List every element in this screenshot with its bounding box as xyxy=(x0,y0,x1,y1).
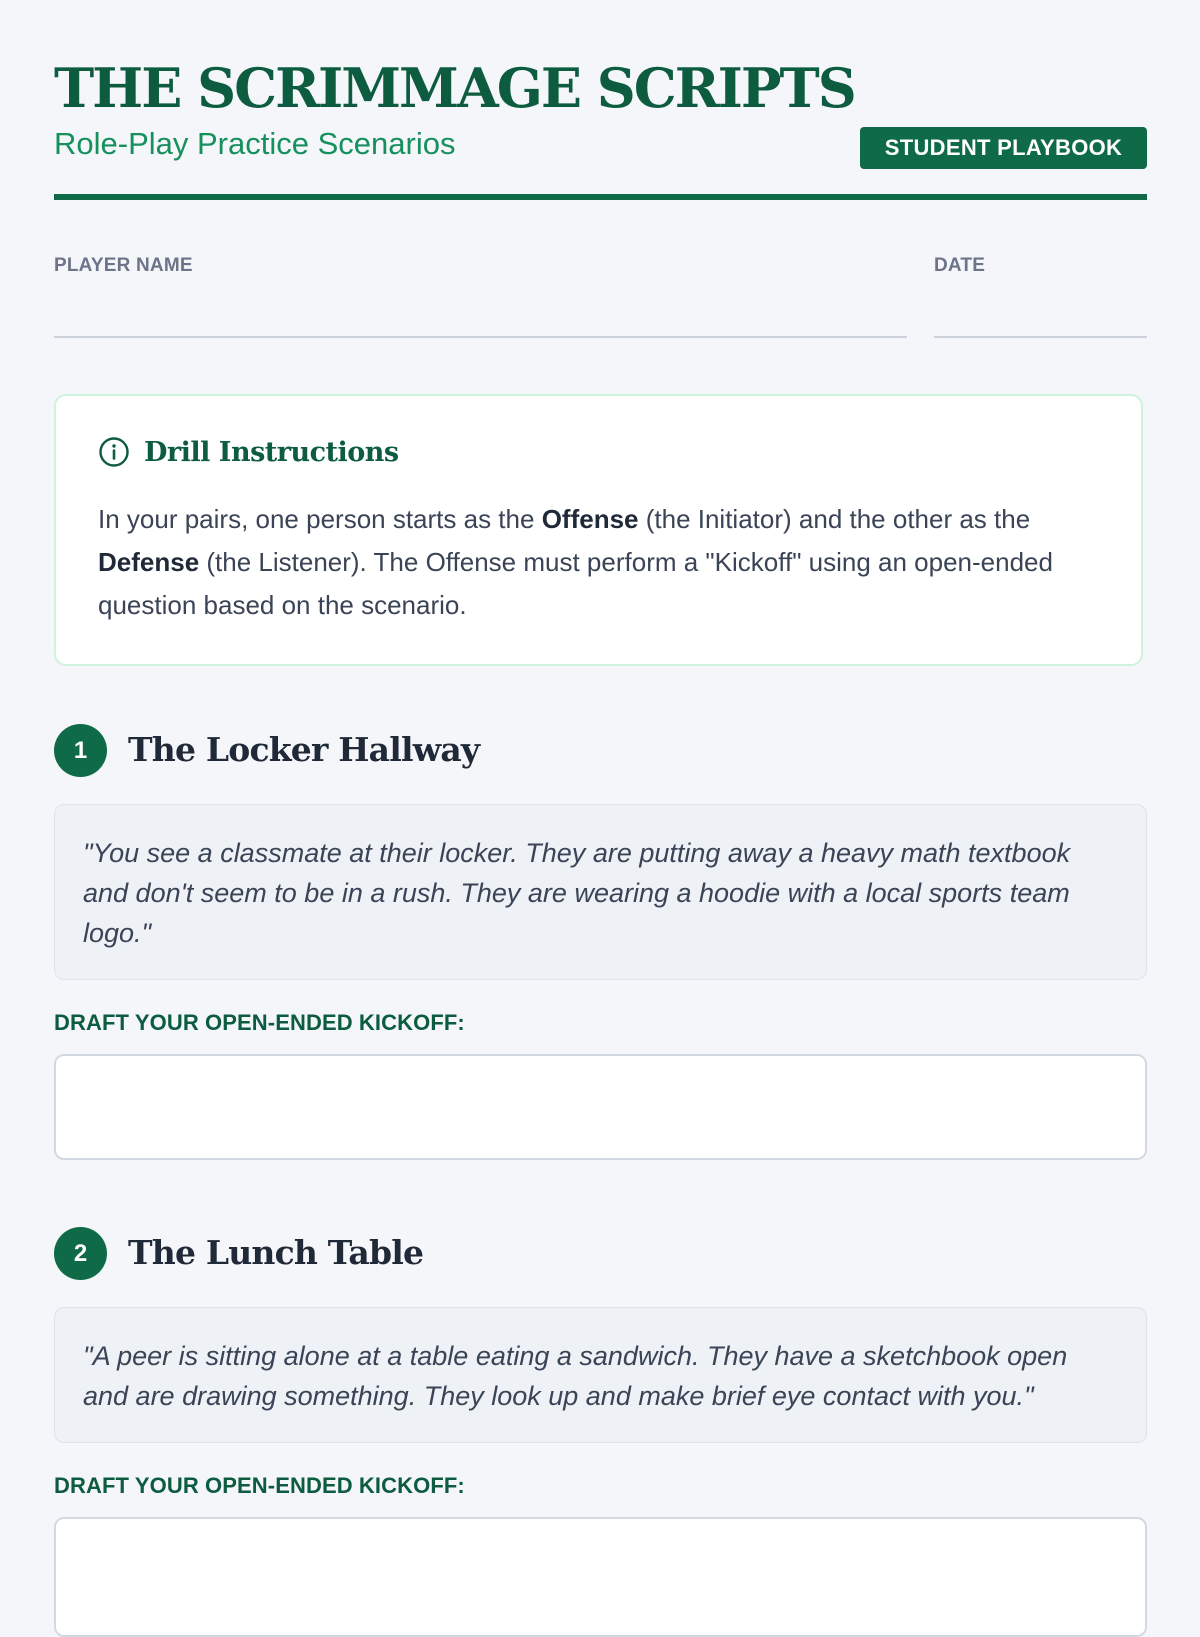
scenario-description: "A peer is sitting alone at a table eating a sandwich. They have a sketchbook open and are drawing something. They look up and make brief eye contact with you." xyxy=(54,1307,1147,1443)
scenario-header xyxy=(54,724,1147,778)
date-input-line[interactable] xyxy=(934,336,1147,338)
header-divider xyxy=(54,194,1147,200)
scenario-number-badge: 1 xyxy=(54,724,107,777)
drill-instructions-card xyxy=(54,394,1143,666)
student-playbook-badge: STUDENT PLAYBOOK xyxy=(860,127,1147,169)
scenario-title: The Locker Hallway xyxy=(128,730,480,769)
draft-kickoff-input[interactable] xyxy=(54,1054,1147,1160)
page-subtitle: Role-Play Practice Scenarios xyxy=(54,126,456,161)
worksheet-page xyxy=(54,0,1147,1498)
scenario-title: The Lunch Table xyxy=(128,1233,424,1272)
scenario-header xyxy=(54,1227,1147,1281)
player-name-label: PLAYER NAME xyxy=(54,255,193,276)
date-field xyxy=(934,252,1147,280)
scenario-number-badge: 2 xyxy=(54,1227,107,1280)
date-label: DATE xyxy=(934,255,986,276)
player-name-input-line[interactable] xyxy=(54,336,907,338)
instructions-text-part-2: (the Initiator) and the other as the xyxy=(638,504,1031,534)
scenario-description: "You see a classmate at their locker. They are putting away a heavy math textbook and don't seem to be in a rush. They are wearing a hoodie with a local sports team logo." xyxy=(54,804,1147,980)
page-title: THE SCRIMMAGE SCRIPTS xyxy=(54,56,855,120)
draft-kickoff-input[interactable] xyxy=(54,1517,1147,1637)
defense-term: Defense xyxy=(98,547,200,577)
student-info-fields xyxy=(54,252,1147,342)
drill-instructions-title-row xyxy=(98,436,399,468)
worksheet-header xyxy=(54,0,1147,200)
info-icon xyxy=(98,436,130,468)
drill-instructions-text xyxy=(98,498,1098,627)
drill-instructions-heading: Drill Instructions xyxy=(144,436,399,468)
scenario-section-1 xyxy=(54,724,1147,1035)
draft-kickoff-label: DRAFT YOUR OPEN-ENDED KICKOFF: xyxy=(54,1010,465,1035)
player-name-field xyxy=(54,252,907,280)
draft-kickoff-label: DRAFT YOUR OPEN-ENDED KICKOFF: xyxy=(54,1473,465,1498)
offense-term: Offense xyxy=(541,504,639,534)
instructions-text-part-1: In your pairs, one person starts as the xyxy=(98,504,542,534)
scenario-section-2 xyxy=(54,1227,1147,1498)
instructions-text-part-3: (the Listener). The Offense must perform a "Kickoff" using an open-ended question based on the scenario. xyxy=(98,547,1053,620)
